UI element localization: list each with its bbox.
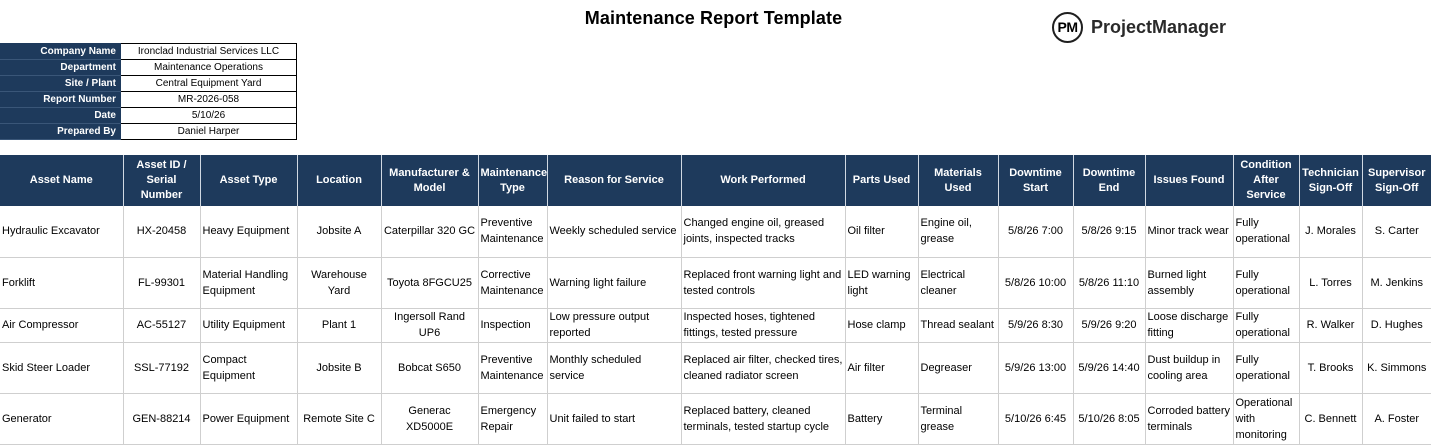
info-value[interactable]: Maintenance Operations — [121, 60, 297, 76]
table-cell[interactable]: Fully operational — [1233, 206, 1299, 257]
info-value[interactable]: MR-2026-058 — [121, 92, 297, 108]
info-row — [1, 60, 297, 76]
table-cell[interactable]: 5/9/26 8:30 — [998, 308, 1073, 342]
column-header: Parts Used — [845, 155, 918, 206]
table-cell[interactable]: Corroded battery terminals — [1145, 393, 1233, 444]
info-label: Site / Plant — [1, 76, 121, 92]
table-cell[interactable]: Emergency Repair — [478, 393, 547, 444]
table-cell[interactable]: Fully operational — [1233, 342, 1299, 393]
table-cell[interactable]: LED warning light — [845, 257, 918, 308]
info-row — [1, 124, 297, 140]
table-cell[interactable]: Jobsite A — [297, 206, 381, 257]
table-cell[interactable]: R. Walker — [1299, 308, 1362, 342]
table-cell[interactable]: Air filter — [845, 342, 918, 393]
table-cell[interactable]: Inspected hoses, tightened fittings, tested pressure — [681, 308, 845, 342]
table-cell[interactable]: Weekly scheduled service — [547, 206, 681, 257]
table-cell[interactable]: Fully operational — [1233, 257, 1299, 308]
table-row — [0, 393, 1431, 444]
table-row — [0, 342, 1431, 393]
table-cell[interactable]: SSL-77192 — [123, 342, 200, 393]
table-cell[interactable]: 5/10/26 6:45 — [998, 393, 1073, 444]
table-cell[interactable]: Inspection — [478, 308, 547, 342]
table-cell[interactable]: Unit failed to start — [547, 393, 681, 444]
table-cell[interactable]: Plant 1 — [297, 308, 381, 342]
table-cell[interactable]: Caterpillar 320 GC — [381, 206, 478, 257]
table-cell[interactable]: Corrective Maintenance — [478, 257, 547, 308]
table-cell[interactable]: Fully operational — [1233, 308, 1299, 342]
column-header: Manufacturer & Model — [381, 155, 478, 206]
table-cell[interactable]: Preventive Maintenance — [478, 342, 547, 393]
table-cell[interactable]: L. Torres — [1299, 257, 1362, 308]
table-cell[interactable]: Terminal grease — [918, 393, 998, 444]
table-cell[interactable]: 5/9/26 9:20 — [1073, 308, 1145, 342]
table-cell[interactable]: Utility Equipment — [200, 308, 297, 342]
table-cell[interactable]: Remote Site C — [297, 393, 381, 444]
column-header: Downtime End — [1073, 155, 1145, 206]
info-label: Company Name — [1, 44, 121, 60]
table-cell[interactable]: Low pressure output reported — [547, 308, 681, 342]
info-value[interactable]: Central Equipment Yard — [121, 76, 297, 92]
table-cell[interactable]: Replaced front warning light and tested controls — [681, 257, 845, 308]
column-header: Asset Type — [200, 155, 297, 206]
info-value[interactable]: 5/10/26 — [121, 108, 297, 124]
table-cell[interactable]: Monthly scheduled service — [547, 342, 681, 393]
table-cell[interactable]: Degreaser — [918, 342, 998, 393]
info-label: Report Number — [1, 92, 121, 108]
table-cell[interactable]: Minor track wear — [1145, 206, 1233, 257]
table-cell[interactable]: Operational with monitoring — [1233, 393, 1299, 444]
column-header: Maintenance Type — [478, 155, 547, 206]
table-cell[interactable]: D. Hughes — [1362, 308, 1431, 342]
table-header-row — [0, 155, 1431, 206]
table-cell[interactable]: Dust buildup in cooling area — [1145, 342, 1233, 393]
table-cell[interactable]: GEN-88214 — [123, 393, 200, 444]
table-cell[interactable]: FL-99301 — [123, 257, 200, 308]
column-header: Materials Used — [918, 155, 998, 206]
table-cell[interactable]: 5/9/26 13:00 — [998, 342, 1073, 393]
table-cell[interactable]: Preventive Maintenance — [478, 206, 547, 257]
column-header: Asset ID / Serial Number — [123, 155, 200, 206]
report-info-table — [0, 43, 297, 140]
table-cell[interactable]: Material Handling Equipment — [200, 257, 297, 308]
table-cell[interactable]: T. Brooks — [1299, 342, 1362, 393]
table-cell[interactable]: M. Jenkins — [1362, 257, 1431, 308]
column-header: Downtime Start — [998, 155, 1073, 206]
table-cell[interactable]: Skid Steer Loader — [0, 342, 123, 393]
column-header: Location — [297, 155, 381, 206]
table-cell[interactable]: Warehouse Yard — [297, 257, 381, 308]
table-cell[interactable]: Compact Equipment — [200, 342, 297, 393]
info-row — [1, 44, 297, 60]
column-header: Technician Sign-Off — [1299, 155, 1362, 206]
table-cell[interactable]: Electrical cleaner — [918, 257, 998, 308]
column-header: Condition After Service — [1233, 155, 1299, 206]
table-cell[interactable]: Thread sealant — [918, 308, 998, 342]
table-cell[interactable]: Ingersoll Rand UP6 — [381, 308, 478, 342]
table-cell[interactable]: Generator — [0, 393, 123, 444]
logo-name: ProjectManager — [1091, 16, 1227, 37]
table-cell[interactable]: HX-20458 — [123, 206, 200, 257]
table-cell[interactable]: Replaced battery, cleaned terminals, tested startup cycle — [681, 393, 845, 444]
table-cell[interactable]: Forklift — [0, 257, 123, 308]
table-cell[interactable]: Replaced air filter, checked tires, cleaned radiator screen — [681, 342, 845, 393]
table-row — [0, 206, 1431, 257]
table-cell[interactable]: 5/8/26 9:15 — [1073, 206, 1145, 257]
table-cell[interactable]: Generac XD5000E — [381, 393, 478, 444]
table-cell[interactable]: Hose clamp — [845, 308, 918, 342]
maintenance-table — [0, 155, 1431, 445]
table-cell[interactable]: Toyota 8FGCU25 — [381, 257, 478, 308]
info-row — [1, 108, 297, 124]
table-cell[interactable]: Engine oil, grease — [918, 206, 998, 257]
info-row — [1, 92, 297, 108]
info-label: Date — [1, 108, 121, 124]
table-cell[interactable]: Hydraulic Excavator — [0, 206, 123, 257]
page-title: Maintenance Report Template — [584, 8, 843, 28]
column-header: Supervisor Sign-Off — [1362, 155, 1431, 206]
table-cell[interactable]: Heavy Equipment — [200, 206, 297, 257]
logo — [1052, 8, 1226, 46]
table-cell[interactable]: Oil filter — [845, 206, 918, 257]
table-cell[interactable]: Battery — [845, 393, 918, 444]
column-header: Asset Name — [0, 155, 123, 206]
table-cell[interactable]: S. Carter — [1362, 206, 1431, 257]
table-cell[interactable]: Air Compressor — [0, 308, 123, 342]
table-cell[interactable]: 5/8/26 10:00 — [998, 257, 1073, 308]
table-cell[interactable]: Changed engine oil, greased joints, inspected tracks — [681, 206, 845, 257]
table-cell[interactable]: A. Foster — [1362, 393, 1431, 444]
table-row — [0, 308, 1431, 342]
info-value[interactable]: Daniel Harper — [121, 124, 297, 140]
table-cell[interactable]: Warning light failure — [547, 257, 681, 308]
table-row — [0, 257, 1431, 308]
table-cell[interactable]: K. Simmons — [1362, 342, 1431, 393]
table-cell[interactable]: C. Bennett — [1299, 393, 1362, 444]
table-cell[interactable]: Loose discharge fitting — [1145, 308, 1233, 342]
column-header: Reason for Service — [547, 155, 681, 206]
table-cell[interactable]: 5/10/26 8:05 — [1073, 393, 1145, 444]
table-body — [0, 206, 1431, 444]
table-cell[interactable]: Jobsite B — [297, 342, 381, 393]
table-cell[interactable]: Bobcat S650 — [381, 342, 478, 393]
table-cell[interactable]: Burned light assembly — [1145, 257, 1233, 308]
table-cell[interactable]: Power Equipment — [200, 393, 297, 444]
info-value[interactable]: Ironclad Industrial Services LLC — [121, 44, 297, 60]
table-cell[interactable]: 5/9/26 14:40 — [1073, 342, 1145, 393]
info-label: Prepared By — [1, 124, 121, 140]
logo-mark: PM — [1052, 12, 1083, 43]
table-cell[interactable]: AC-55127 — [123, 308, 200, 342]
column-header: Work Performed — [681, 155, 845, 206]
column-header: Issues Found — [1145, 155, 1233, 206]
table-cell[interactable]: 5/8/26 7:00 — [998, 206, 1073, 257]
table-cell[interactable]: J. Morales — [1299, 206, 1362, 257]
info-row — [1, 76, 297, 92]
info-label: Department — [1, 60, 121, 76]
table-cell[interactable]: 5/8/26 11:10 — [1073, 257, 1145, 308]
